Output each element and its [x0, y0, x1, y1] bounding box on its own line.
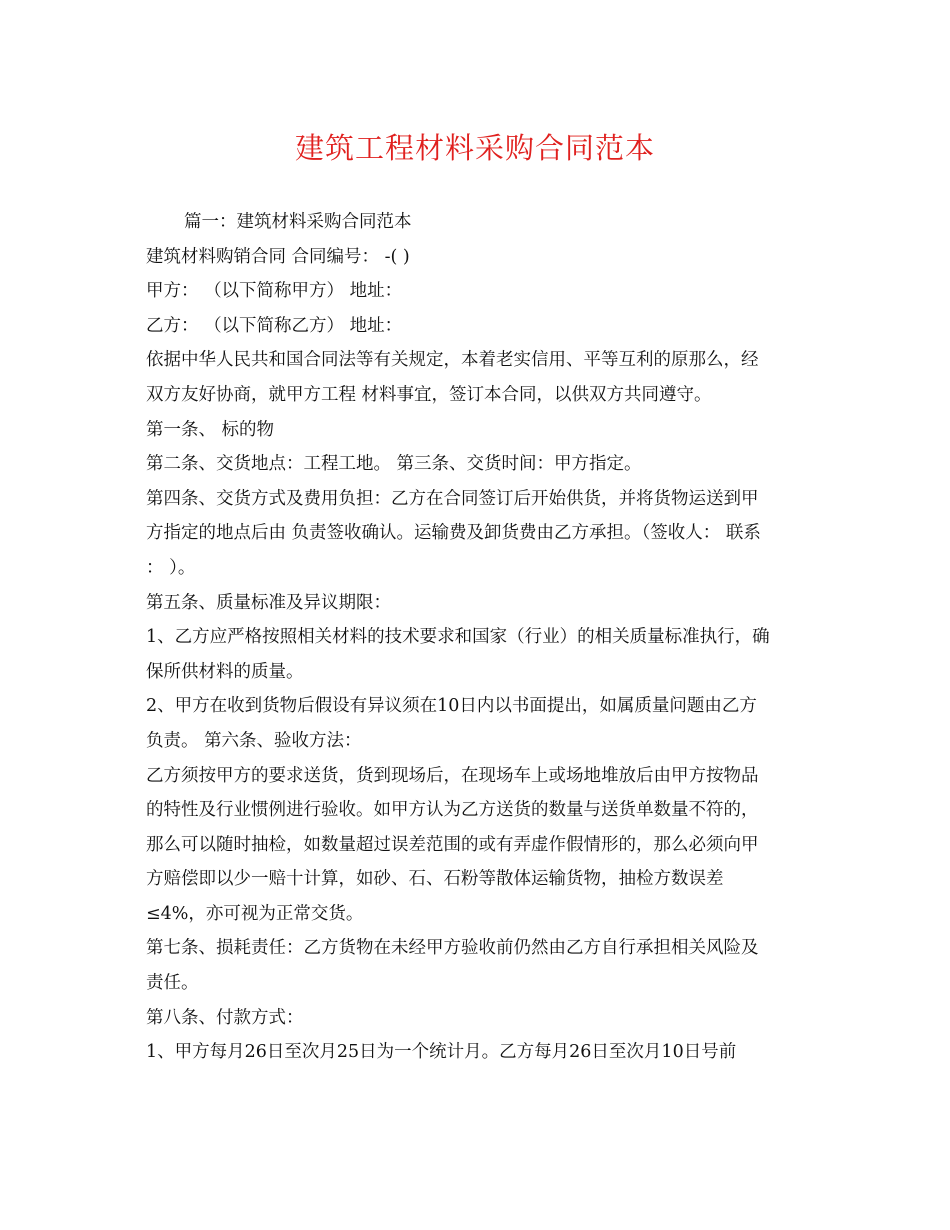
- contract-line: 方赔偿即以少一赔十计算，如砂、石、石粉等散体运输货物，抽检方数误差: [146, 869, 724, 890]
- contract-line: 1、乙方应严格按照相关材料的技术要求和国家（行业）的相关质量标准执行，确: [146, 627, 770, 648]
- contract-line: 保所供材料的质量。: [146, 661, 304, 682]
- contract-line: 依据中华人民共和国合同法等有关规定，本着老实信用、平等互利的原那么，经: [146, 350, 759, 371]
- contract-line: 第一条、 标的物: [146, 419, 275, 440]
- contract-line: 第四条、交货方式及费用负担：乙方在合同签订后开始供货，并将货物运送到甲: [146, 488, 759, 509]
- section-heading: 篇一：建筑材料采购合同范本: [184, 212, 412, 232]
- contract-line: 第八条、付款方式：: [146, 1007, 304, 1028]
- document-body: [146, 205, 810, 1070]
- contract-line: 第五条、质量标准及异议期限：: [146, 592, 391, 613]
- contract-line: 2、甲方在收到货物后假设有异议须在10日内以书面提出，如属质量问题由乙方: [146, 696, 757, 717]
- contract-line: 建筑材料购销合同 合同编号： -( ): [146, 246, 410, 267]
- contract-line: 责任。: [146, 973, 199, 994]
- contract-line: 第七条、损耗责任：乙方货物在未经甲方验收前仍然由乙方自行承担相关风险及: [146, 938, 759, 959]
- contract-line: 1、甲方每月26日至次月25日为一个统计月。乙方每月26日至次月10日号前: [146, 1042, 737, 1063]
- contract-line: 方指定的地点后由 负责签收确认。运输费及卸货费由乙方承担。（签收人： 联系: [146, 523, 761, 544]
- contract-line: 那么可以随时抽检，如数量超过误差范围的或有弄虚作假情形的，那么必须向甲: [146, 834, 759, 855]
- contract-line: 负责。 第六条、验收方法：: [146, 730, 362, 751]
- contract-line: 的特性及行业惯例进行验收。如甲方认为乙方送货的数量与送货单数量不符的，: [146, 800, 759, 821]
- contract-line: 乙方须按甲方的要求送货，货到现场后，在现场车上或场地堆放后由甲方按物品: [146, 765, 759, 786]
- contract-line: 甲方： （以下简称甲方） 地址：: [146, 281, 403, 302]
- contract-line: ≤4%，亦可视为正常交货。: [146, 903, 364, 924]
- contract-line: 第二条、交货地点：工程工地。 第三条、交货时间：甲方指定。: [146, 454, 642, 475]
- contract-line: 乙方： （以下简称乙方） 地址：: [146, 315, 403, 336]
- contract-line: ： ）。: [146, 557, 196, 578]
- document-title: 建筑工程材料采购合同范本: [294, 131, 655, 165]
- contract-line: 双方友好协商，就甲方工程 材料事宜，签订本合同，以供双方共同遵守。: [146, 384, 712, 405]
